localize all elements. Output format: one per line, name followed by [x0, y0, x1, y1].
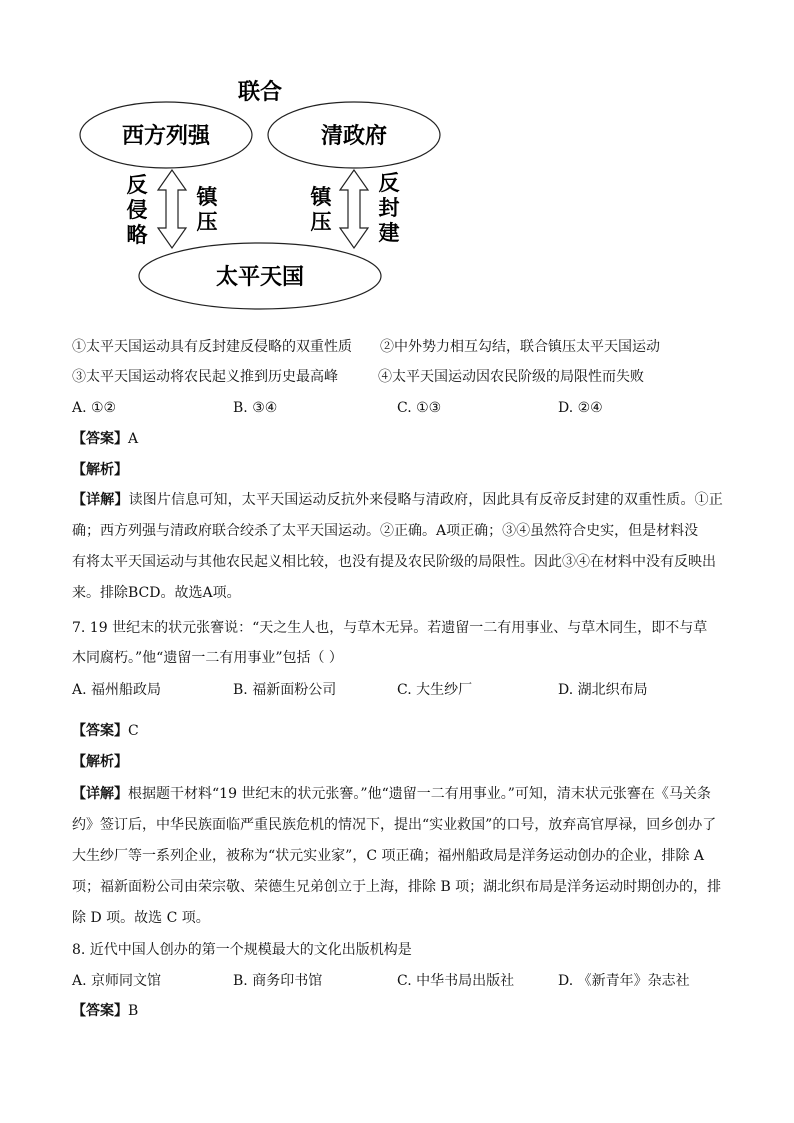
- q6-analysis-heading: [72, 460, 128, 480]
- suppress-right-char-1: 镇: [310, 184, 332, 209]
- q6-option-d: D. ②④: [558, 400, 603, 416]
- detail-tag: 【详解】: [72, 786, 128, 802]
- q6-option-b: B. ③④: [233, 400, 278, 416]
- q6-answer: [72, 429, 138, 449]
- q7-stem-line-1: 7. 19 世纪末的状元张謇说：“天之生人也，与草木无异。若遗留一二有用事业、与草木同生，即不与草: [72, 620, 708, 636]
- q8-option-b: B. 商务印书馆: [233, 973, 323, 989]
- q8-option-c: C. 中华书局出版社: [397, 973, 515, 989]
- q7-answer: [72, 721, 139, 741]
- q7-detail-line-1: [72, 784, 711, 804]
- suppress-right-char-2: 压: [310, 209, 332, 234]
- western-powers-label: 西方列强: [121, 123, 211, 149]
- left-double-arrow: [158, 170, 186, 248]
- alliance-label: 联合: [237, 79, 283, 105]
- q6-option-c: C. ①③: [397, 400, 442, 416]
- answer-tag: 【答案】: [72, 1003, 128, 1019]
- analysis-tag: 【解析】: [72, 462, 128, 478]
- suppress-left-char-2: 压: [196, 209, 218, 234]
- answer-tag: 【答案】: [72, 723, 128, 739]
- answer-value: B: [128, 1003, 139, 1019]
- q6-option-a: A. ①②: [72, 400, 117, 416]
- anti-aggression-char-2: 侵: [126, 197, 148, 222]
- right-double-arrow: [340, 170, 368, 248]
- detail-text: 读图片信息可知，太平天国运动反抗外来侵略与清政府，因此具有反帝反封建的双重性质。①正: [128, 492, 723, 508]
- statement-1: ①太平天国运动具有反封建反侵略的双重性质: [72, 339, 352, 355]
- q7-detail-line-4: 项；福新面粉公司由荣宗敬、荣德生兄弟创立于上海，排除 B 项；湖北织布局是洋务运动时期创办的，排: [72, 879, 722, 895]
- anti-feudal-char-1: 反: [378, 170, 400, 195]
- q7-detail-line-2: 约》签订后，中华民族面临严重民族危机的情况下，提出“实业救国”的口号，放弃高官厚禄，回乡创办了: [72, 817, 717, 833]
- statement-3: ③太平天国运动将农民起义推到历史最高峰: [72, 369, 338, 385]
- q7-analysis-heading: [72, 752, 128, 772]
- qing-government-label: 清政府: [320, 123, 388, 149]
- q6-detail-line-3: 有将太平天国运动与其他农民起义相比较，也没有提及农民阶级的局限性。因此③④在材料中没有反映出: [72, 554, 716, 570]
- q6-detail-line-1: [72, 490, 723, 510]
- anti-feudal-char-3: 建: [378, 220, 400, 245]
- q8-answer: [72, 1001, 138, 1021]
- q7-stem-line-2: 木同腐朽。”他“遗留一二有用事业”包括（ ）: [72, 650, 343, 666]
- q6-detail-line-4: 来。排除BCD。故选A项。: [72, 585, 241, 601]
- anti-feudal-char-2: 封: [378, 195, 400, 220]
- q7-detail-line-5: 除 D 项。故选 C 项。: [72, 910, 210, 926]
- q7-option-d: D. 湖北织布局: [558, 682, 648, 698]
- q7-option-a: A. 福州船政局: [72, 682, 162, 698]
- anti-aggression-char-3: 略: [126, 222, 148, 247]
- statement-2: ②中外势力相互勾结，联合镇压太平天国运动: [380, 339, 660, 355]
- statement-4: ④太平天国运动因农民阶级的局限性而失败: [378, 369, 644, 385]
- detail-text: 根据题干材料“19 世纪末的状元张謇。”他“遗留一二有用事业。”可知，清末状元张謇在《马关条: [128, 786, 711, 802]
- analysis-tag: 【解析】: [72, 754, 128, 770]
- q6-detail-line-2: 确；西方列强与清政府联合绞杀了太平天国运动。②正确。A项正确；③④虽然符合史实，但是材料没: [72, 523, 699, 539]
- q7-option-b: B. 福新面粉公司: [233, 682, 337, 698]
- q8-option-d: D. 《新青年》杂志社: [558, 973, 690, 989]
- q8-stem: 8. 近代中国人创办的第一个规模最大的文化出版机构是: [72, 942, 412, 958]
- taiping-relationship-diagram: [72, 70, 452, 315]
- q7-detail-line-3: 大生纱厂等一系列企业，被称为“状元实业家”，C 项正确；福州船政局是洋务运动创办的企业，排除 A: [72, 848, 705, 864]
- answer-tag: 【答案】: [72, 431, 128, 447]
- answer-value: A: [128, 431, 139, 447]
- q8-option-a: A. 京师同文馆: [72, 973, 162, 989]
- suppress-left-char-1: 镇: [196, 184, 218, 209]
- q7-option-c: C. 大生纱厂: [397, 682, 473, 698]
- taiping-label: 太平天国: [215, 264, 305, 290]
- answer-value: C: [128, 723, 139, 739]
- anti-aggression-char-1: 反: [126, 172, 148, 197]
- detail-tag: 【详解】: [72, 492, 129, 508]
